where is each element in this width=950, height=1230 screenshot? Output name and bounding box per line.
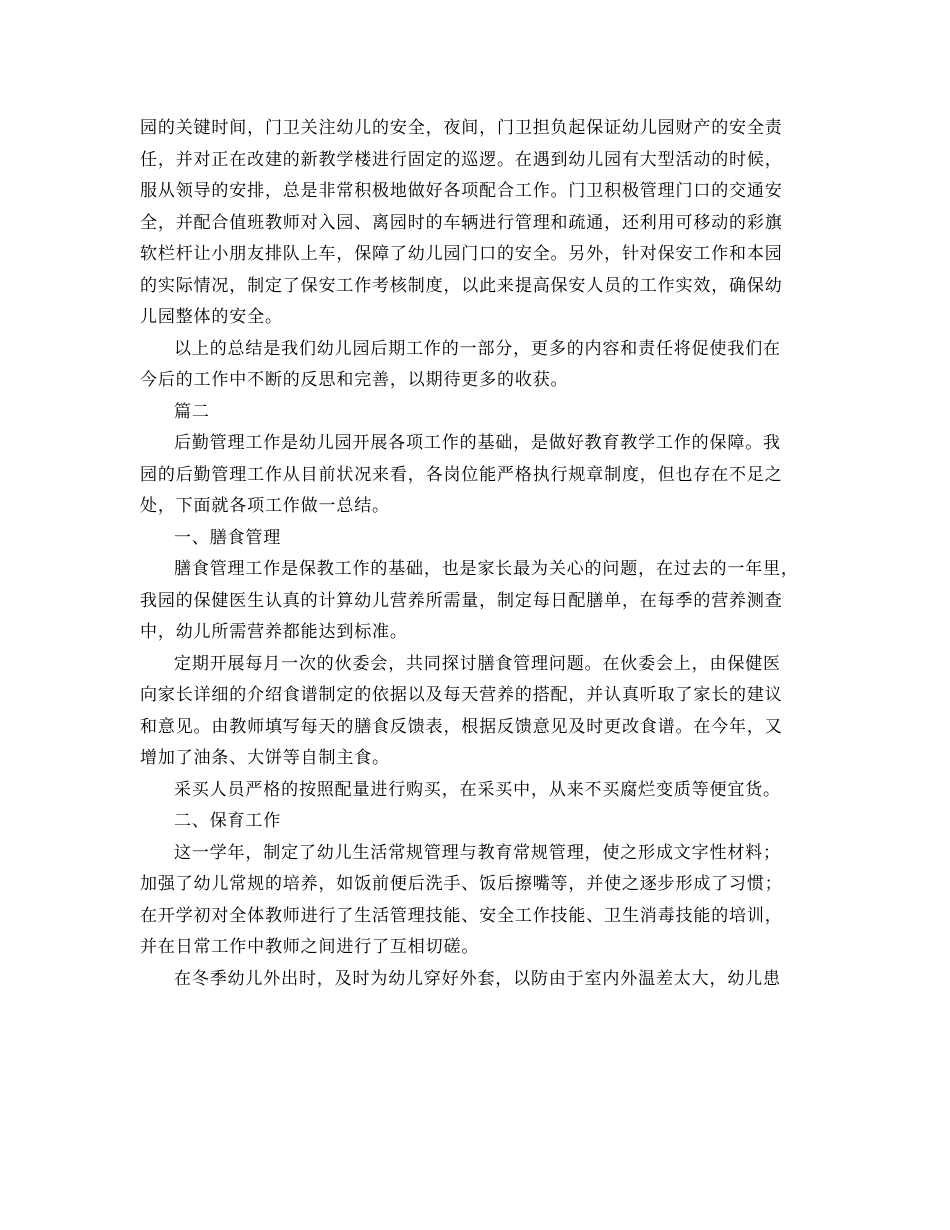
text-line: 增加了油条、大饼等自制主食。 bbox=[140, 748, 390, 768]
text-line: 园的后勤管理工作从目前状况来看，各岗位能严格执行规章制度，但也存在不足之 bbox=[140, 464, 783, 485]
text-line: 任，并对正在改建的新教学楼进行固定的巡逻。在遇到幼儿园有大型活动的时候， bbox=[140, 149, 783, 170]
paragraph-first-line: 以上的总结是我们幼儿园后期工作的一部分，更多的内容和责任将促使我们在 bbox=[174, 338, 781, 359]
paragraph-first-line: 二、保育工作 bbox=[174, 811, 282, 831]
text-line: 今后的工作中不断的反思和完善，以期待更多的收获。 bbox=[140, 370, 569, 390]
paragraph-first-line: 采买人员严格的按照配量进行购买，在采买中，从来不买腐烂变质等便宜货。 bbox=[174, 779, 781, 800]
text-line: 在开学初对全体教师进行了生活管理技能、安全工作技能、卫生消毒技能的培训， bbox=[140, 905, 783, 926]
text-line: 服从领导的安排，总是非常积极地做好各项配合工作。门卫积极管理门口的交通安 bbox=[140, 181, 783, 201]
text-line: 园的关键时间，门卫关注幼儿的安全，夜间，门卫担负起保证幼儿园财产的安全责 bbox=[140, 118, 783, 138]
text-line: 软栏杆让小朋友排队上车，保障了幼儿园门口的安全。另外，针对保安工作和本园 bbox=[140, 244, 783, 264]
paragraph-first-line: 在冬季幼儿外出时，及时为幼儿穿好外套，以防由于室内外温差太大，幼儿患 bbox=[174, 968, 781, 989]
paragraph-first-line: 定期开展每月一次的伙委会，共同探讨膳食管理问题。在伙委会上，由保健医 bbox=[174, 653, 781, 674]
text-line: 全，并配合值班教师对入园、离园时的车辆进行管理和疏通，还利用可移动的彩旗 bbox=[140, 212, 783, 233]
text-line: 加强了幼儿常规的培养，如饭前便后洗手、饭后擦嘴等，并使之逐步形成了习惯； bbox=[140, 874, 783, 894]
text-line: 中，幼儿所需营养都能达到标准。 bbox=[140, 622, 408, 642]
text-line: 的实际情况，制定了保安工作考核制度，以此来提高保安人员的工作实效，确保幼 bbox=[140, 275, 783, 296]
document-body bbox=[140, 113, 830, 995]
text-line: 和意见。由教师填写每天的膳食反馈表，根据反馈意见及时更改食谱。在今年，又 bbox=[140, 716, 783, 737]
paragraph-first-line: 一、膳食管理 bbox=[174, 527, 282, 548]
text-line: 儿园整体的安全。 bbox=[140, 307, 283, 327]
paragraph-first-line: 篇二 bbox=[174, 401, 210, 422]
text-line: 我园的保健医生认真的计算幼儿营养所需量，制定每日配膳单，在每季的营养测查 bbox=[140, 590, 783, 611]
text-line: 向家长详细的介绍食谱制定的依据以及每天营养的搭配，并认真听取了家长的建议 bbox=[140, 685, 783, 705]
paragraph-first-line: 膳食管理工作是保教工作的基础，也是家长最为关心的问题，在过去的一年里， bbox=[174, 559, 799, 579]
paragraph-first-line: 这一学年，制定了幼儿生活常规管理与教育常规管理，使之形成文字性材料； bbox=[174, 842, 781, 863]
text-line: 并在日常工作中教师之间进行了互相切磋。 bbox=[140, 937, 480, 957]
paragraph-first-line: 后勤管理工作是幼儿园开展各项工作的基础，是做好教育教学工作的保障。我 bbox=[174, 433, 781, 453]
text-line: 处，下面就各项工作做一总结。 bbox=[140, 496, 390, 516]
